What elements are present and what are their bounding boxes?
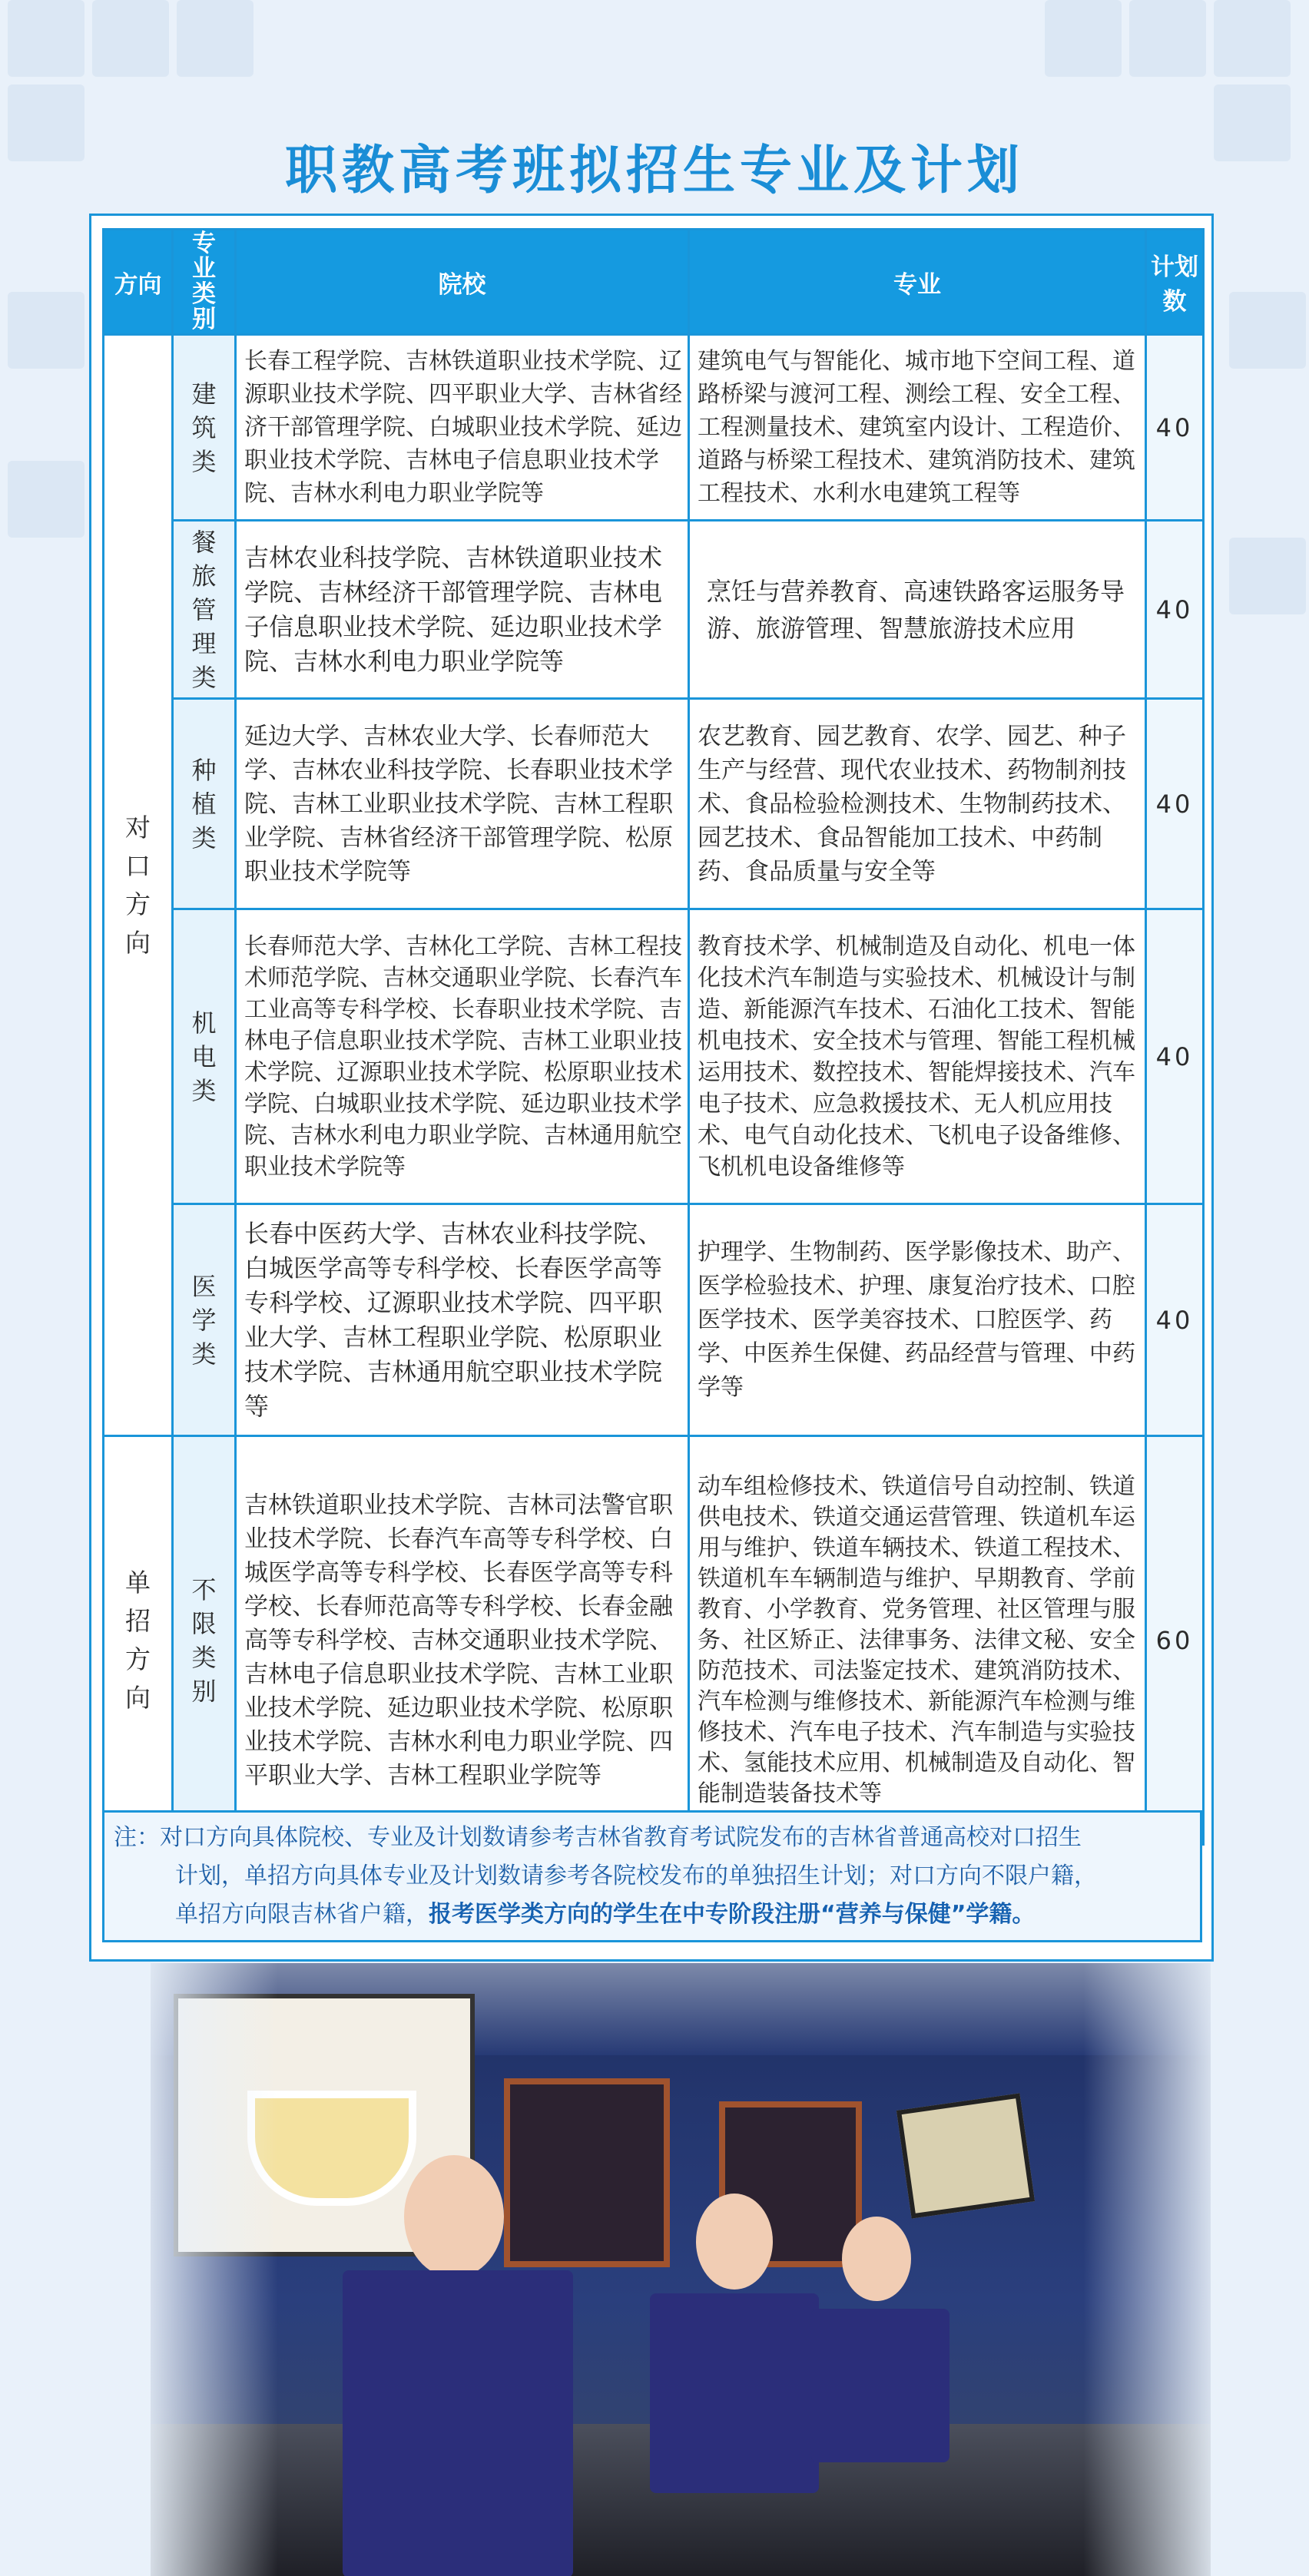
table-row [104, 699, 1204, 909]
category-cell: 不限类别 [173, 1436, 236, 1845]
footnote [102, 1810, 1202, 1942]
school-cell: 吉林农业科技学院、吉林铁道职业技术学院、吉林经济干部管理学院、吉林电子信息职业技术学院、延边职业技术学院、吉林水利电力职业学院等 [236, 521, 689, 699]
category-cell: 机电类 [173, 909, 236, 1204]
school-cell: 长春师范大学、吉林化工学院、吉林工程技术师范学院、吉林交通职业学院、长春汽车工业高等专科学校、长春职业技术学院、吉林电子信息职业技术学院、吉林工业职业技术学院、辽源职业技术学院、松原职业技术学院、白城职业技术学院、延边职业技术学院、吉林水利电力职业学院、吉林通用航空职业技术学院等 [236, 909, 689, 1204]
table-row [104, 1436, 1204, 1845]
footnote-line-1: 注：对口方向具体院校、专业及计划数请参考吉林省教育考试院发布的吉林省普通高校对口招生 [114, 1824, 1082, 1851]
header-major: 专业 [689, 230, 1146, 335]
plan-count-cell: 40 [1146, 335, 1204, 521]
page-title: 职教高考班拟招生专业及计划 [284, 140, 1024, 201]
plan-table [102, 228, 1205, 1846]
direction-duikou: 对口方向 [104, 335, 173, 1436]
table-row [104, 909, 1204, 1204]
category-cell: 建筑类 [173, 335, 236, 521]
plan-count-cell: 40 [1146, 699, 1204, 909]
school-cell: 延边大学、吉林农业大学、长春师范大学、吉林农业科技学院、长春职业技术学院、吉林工业职业技术学院、吉林工程职业学院、吉林省经济干部管理学院、松原职业技术学院等 [236, 699, 689, 909]
category-cell: 医学类 [173, 1204, 236, 1436]
category-cell: 种植类 [173, 699, 236, 909]
plan-count-cell: 40 [1146, 1204, 1204, 1436]
table-row [104, 335, 1204, 521]
plan-table-frame [89, 214, 1214, 1962]
table-header-row [104, 230, 1204, 335]
footnote-emphasis: 报考医学类方向的学生在中专阶段注册“营养与保健”学籍。 [429, 1901, 1036, 1928]
header-category: 专业类别 [173, 230, 236, 335]
category-cell: 餐旅管理类 [173, 521, 236, 699]
major-cell: 护理学、生物制药、医学影像技术、助产、医学检验技术、护理、康复治疗技术、口腔医学技术、医学美容技术、口腔医学、药学、中医养生保健、药品经营与管理、中药学等 [689, 1204, 1146, 1436]
table-row [104, 1204, 1204, 1436]
footnote-line-2: 计划，单招方向具体专业及计划数请参考各院校发布的单独招生计划；对口方向不限户籍， [175, 1862, 1097, 1889]
major-cell: 动车组检修技术、铁道信号自动控制、铁道供电技术、铁道交通运营管理、铁道机车运用与维护、铁道车辆技术、铁道工程技术、铁道机车车辆制造与维护、早期教育、学前教育、小学教育、党务管理、社区管理与服务、社区矫正、法律事务、法律文秘、安全防范技术、司法鉴定技术、建筑消防技术、汽车检测与维修技术、新能源汽车检测与维修技术、汽车电子技术、汽车制造与实验技术、氢能技术应用、机械制造及自动化、智能制造装备技术等 [689, 1436, 1146, 1845]
major-cell: 烹饪与营养教育、高速铁路客运服务导游、旅游管理、智慧旅游技术应用 [689, 521, 1146, 699]
table-row [104, 521, 1204, 699]
major-cell: 教育技术学、机械制造及自动化、机电一体化技术汽车制造与实验技术、机械设计与制造、新能源汽车技术、石油化工技术、智能机电技术、安全技术与管理、智能工程机械运用技术、数控技术、智能焊接技术、汽车电子技术、应急救援技术、无人机应用技术、电气自动化技术、飞机电子设备维修、飞机机电设备维修等 [689, 909, 1146, 1204]
plan-count-cell: 40 [1146, 909, 1204, 1204]
school-cell: 长春中医药大学、吉林农业科技学院、白城医学高等专科学校、长春医学高等专科学校、辽源职业技术学院、四平职业大学、吉林工程职业学院、松原职业技术学院、吉林通用航空职业技术学院等 [236, 1204, 689, 1436]
direction-danzhao: 单招方向 [104, 1436, 173, 1845]
header-school: 院校 [236, 230, 689, 335]
header-direction: 方向 [104, 230, 173, 335]
plan-count-cell: 40 [1146, 521, 1204, 699]
major-cell: 建筑电气与智能化、城市地下空间工程、道路桥梁与渡河工程、测绘工程、安全工程、工程测量技术、建筑室内设计、工程造价、道路与桥梁工程技术、建筑消防技术、建筑工程技术、水利水电建筑工程等 [689, 335, 1146, 521]
footnote-line-3: 单招方向限吉林省户籍，报考医学类方向的学生在中专阶段注册“营养与保健”学籍。 [175, 1901, 1036, 1928]
school-cell: 吉林铁道职业技术学院、吉林司法警官职业技术学院、长春汽车高等专科学校、白城医学高等专科学校、长春医学高等专科学校、长春师范高等专科学校、长春金融高等专科学校、吉林交通职业技术学院、吉林电子信息职业技术学院、吉林工业职业技术学院、延边职业技术学院、松原职业技术学院、吉林水利电力职业学院、四平职业大学、吉林工程职业学院等 [236, 1436, 689, 1845]
major-cell: 农艺教育、园艺教育、农学、园艺、种子生产与经营、现代农业技术、药物制剂技术、食品检验检测技术、生物制药技术、园艺技术、食品智能加工技术、中药制药、食品质量与安全等 [689, 699, 1146, 909]
plan-count-cell: 60 [1146, 1436, 1204, 1845]
header-plan: 计划数 [1146, 230, 1204, 335]
cafe-training-photo [151, 1963, 1211, 2576]
school-cell: 长春工程学院、吉林铁道职业技术学院、辽源职业技术学院、四平职业大学、吉林省经济干部管理学院、白城职业技术学院、延边职业技术学院、吉林电子信息职业技术学院、吉林水利电力职业学院等 [236, 335, 689, 521]
